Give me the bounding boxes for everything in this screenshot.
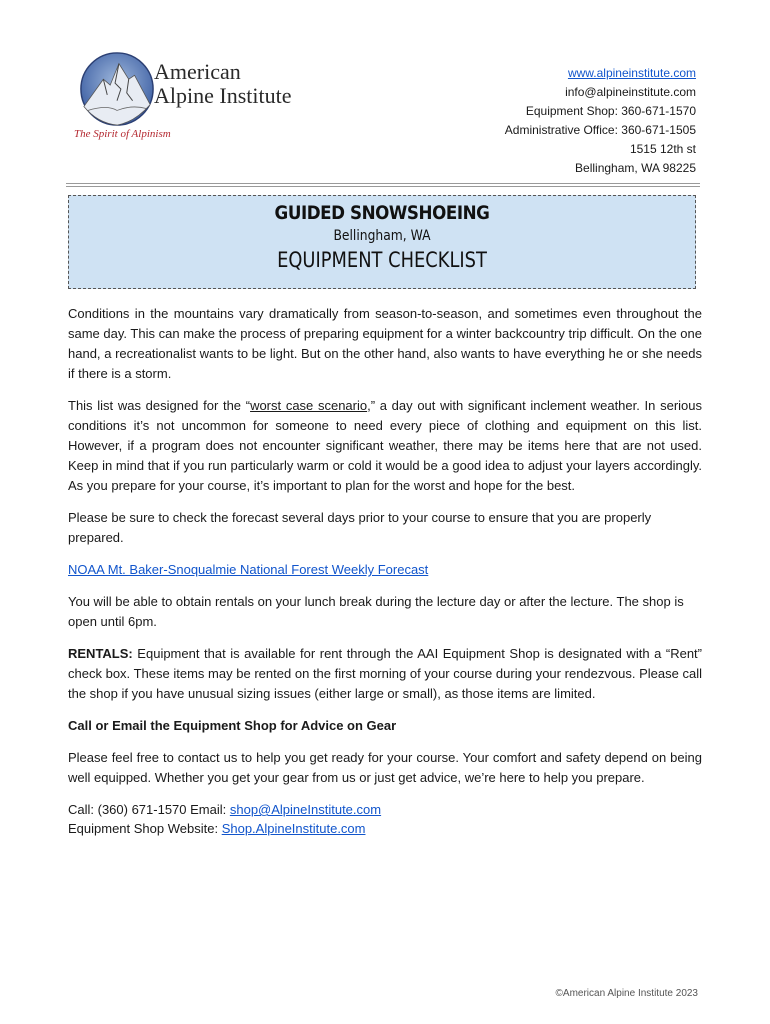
aai-logo xyxy=(72,48,302,143)
contact-paragraph: Please feel free to contact us to help you get ready for your course. Your comfort and safety depend on being well equipped. Whether you get your gear from us or just get advice, we’re here to help you prepare. xyxy=(68,750,702,785)
contact-lines xyxy=(68,800,702,838)
noaa-forecast-link[interactable]: NOAA Mt. Baker-Snoqualmie National Forest Weekly Forecast xyxy=(68,562,429,577)
document-body xyxy=(68,304,702,850)
rentals-paragraph xyxy=(68,644,702,704)
rentals-timing-paragraph: You will be able to obtain rentals on your lunch break during the lecture day or after the lecture. The shop is open until 6pm. xyxy=(68,594,684,629)
mountain-logo-icon xyxy=(78,50,156,128)
rentals-text: Equipment that is available for rent through the AAI Equipment Shop is designated with a “Rent” check box. These items may be rented on the first morning of your course during your rendezvous. Please call the shop if you have unusual sizing issues (either large or small), as those items are limited. xyxy=(68,646,702,701)
divider-top xyxy=(66,183,700,184)
shop-phone: Equipment Shop: 360-671-1570 xyxy=(525,104,696,118)
intro-paragraph: Conditions in the mountains vary dramatically from season-to-season, and sometimes even throughout the same day. This can make the process of preparing equipment for a winter backcountry trip difficult. On the one hand, a recreationalist wants to be light. But on the other hand, also wants to have everything he or she needs if there is a storm. xyxy=(68,306,702,381)
worst-case-underlined: worst case scenario xyxy=(250,398,368,413)
address-line-1: 1515 12th st xyxy=(629,142,696,156)
call-text: Call: (360) 671-1570 Email: xyxy=(68,802,230,817)
worst-case-prefix: This list was designed for the “ xyxy=(68,398,251,413)
contact-email: info@alpineinstitute.com xyxy=(565,85,696,99)
title-box xyxy=(68,195,696,289)
shop-website-link[interactable]: Shop.AlpineInstitute.com xyxy=(221,821,366,836)
advice-heading: Call or Email the Equipment Shop for Advice on Gear xyxy=(68,718,397,733)
rentals-label: RENTALS: xyxy=(68,646,133,661)
shop-email-link[interactable]: shop@AlpineInstitute.com xyxy=(229,802,382,817)
forecast-paragraph: Please be sure to check the forecast several days prior to your course to ensure that you are properly prepared. xyxy=(68,510,652,545)
office-phone: Administrative Office: 360-671-1505 xyxy=(504,123,696,137)
website-label: Equipment Shop Website: xyxy=(68,821,222,836)
worst-case-rest: ,” a day out with significant inclement weather. In serious conditions it’s not uncommon for someone to need every piece of clothing and equipment on this list. However, if a program does not encounter significant weather, there may be items here that are not used. Keep in mind that if you run particularly warm or cold it would be a good idea to adjust your layers accordingly. As you prepare for your course, it’s important to plan for the worst and hope for the best. xyxy=(68,398,702,493)
copyright-footer: ©American Alpine Institute 2023 xyxy=(555,988,698,999)
logo-wordmark xyxy=(154,60,291,108)
divider-bottom xyxy=(66,186,700,187)
tagline: The Spirit of Alpinism xyxy=(74,128,171,140)
course-title: GUIDED SNOWSHOEING xyxy=(274,202,490,224)
checklist-title: EQUIPMENT CHECKLIST xyxy=(277,248,487,272)
address-line-2: Bellingham, WA 98225 xyxy=(575,161,696,175)
contact-info xyxy=(505,64,696,178)
logo-line-1: American xyxy=(154,59,241,84)
course-location: Bellingham, WA xyxy=(333,228,431,244)
logo-line-2: Alpine Institute xyxy=(154,83,292,108)
website-link[interactable]: www.alpineinstitute.com xyxy=(567,66,696,80)
worst-case-paragraph xyxy=(68,396,702,496)
